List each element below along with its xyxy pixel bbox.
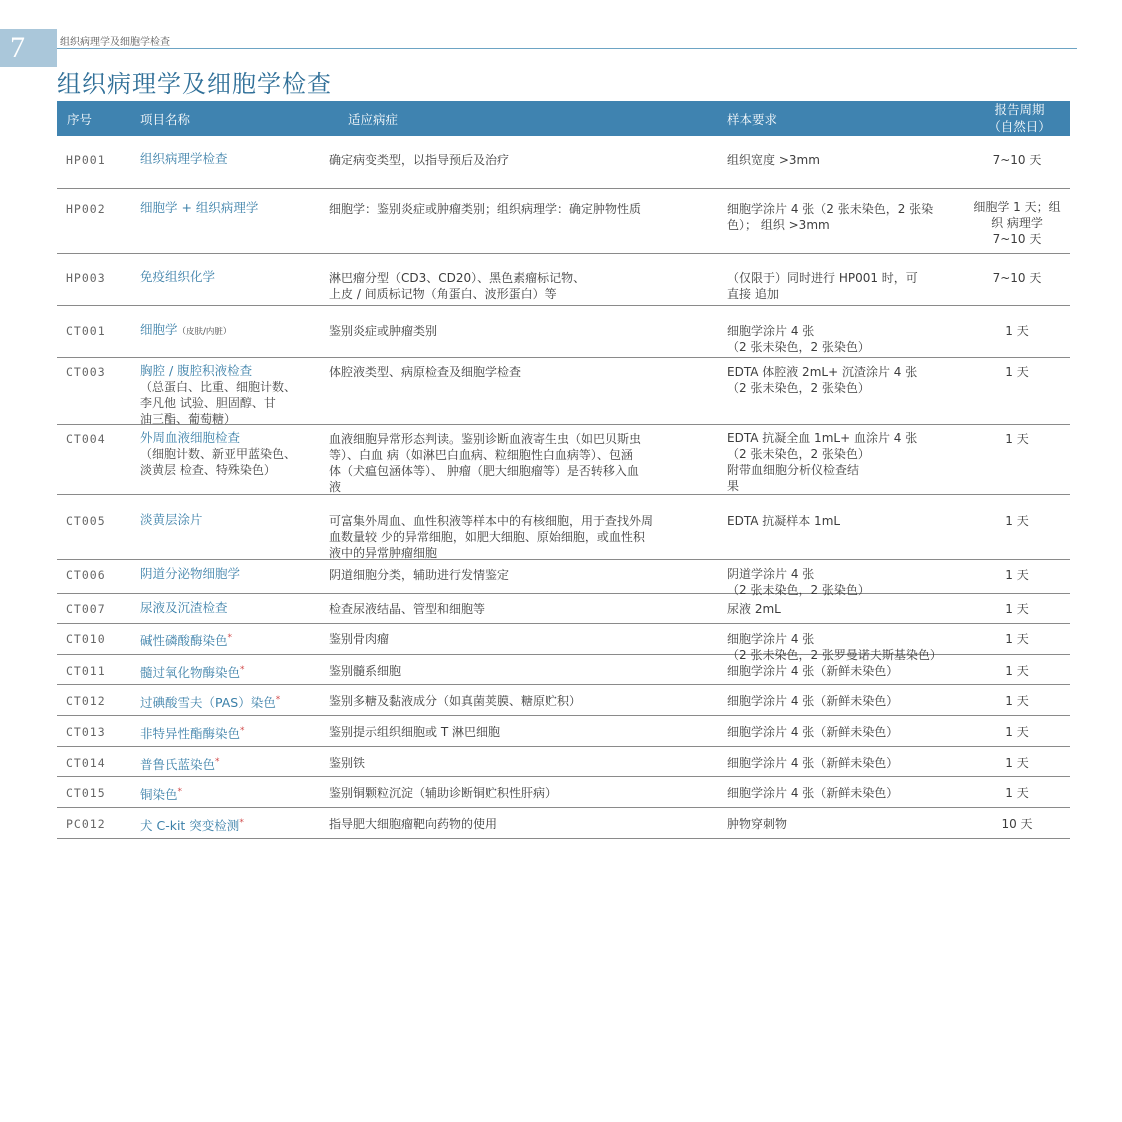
item-name-cell [140,723,325,742]
test-items-table [57,101,1070,839]
item-indication: 鉴别骨肉瘤 [329,632,390,646]
item-report-period: 1 天 [1005,756,1029,770]
column-header-id: 序号 [67,111,93,127]
item-indication: 检查尿液结晶、管型和细胞等 [329,602,486,616]
table-row [57,136,1070,189]
item-report-period: 10 天 [1001,817,1033,831]
note-mark: * [240,665,245,675]
item-indication: 鉴别髓系细胞 [329,664,402,678]
item-name: 过碘酸雪夫（PAS）染色 [140,695,276,710]
item-report-period: 1 天 [1005,514,1029,528]
item-id: HP002 [66,202,106,216]
table-row [57,495,1070,560]
column-header-report-period: 报告周期 （自然日） [988,102,1051,134]
item-name-cell [140,600,325,616]
item-name: 外周血液细胞检查 [140,430,241,445]
item-name-cell [140,363,325,427]
item-indication: 鉴别提示组织细胞或 T 淋巴细胞 [329,725,500,739]
item-id: CT005 [66,514,106,528]
item-report-period: 1 天 [1005,694,1029,708]
item-name-cell [140,692,325,711]
table-row [57,655,1070,685]
item-id: CT010 [66,632,106,646]
item-name: 胸腔 / 腹腔积液检查 [140,363,253,378]
item-report-period: 1 天 [1005,602,1029,616]
item-id: CT014 [66,756,106,770]
item-name-cell [140,269,325,285]
column-header-sample: 样本要求 [727,111,778,127]
item-id: CT012 [66,694,106,708]
item-sample-requirement: 细胞学涂片 4 张（2 张未染色，2 张染 色）； 组织 >3mm [727,202,934,232]
item-id: CT003 [66,365,106,379]
table-row [57,716,1070,747]
item-sample-requirement: 肿物穿刺物 [727,817,788,831]
item-id: CT007 [66,602,106,616]
note-mark: * [227,633,233,643]
item-name-cell [140,754,325,773]
item-sample-requirement: 细胞学涂片 4 张 （2 张未染色，2 张染色） [727,324,870,354]
item-name: 髓过氧化物酶染色 [140,665,241,680]
item-id: HP003 [66,271,106,285]
item-sample-requirement: 细胞学涂片 4 张（新鲜未染色） [727,694,899,708]
item-indication: 血液细胞异常形态判读。鉴别诊断血液寄生虫（如巴贝斯虫 等）、白血 病（如淋巴白血病、粒细胞性白血病等）、包涵 体（犬瘟包涵体等）、 肿瘤（肥大细胞瘤等）是否转移入血 液 [329,432,642,494]
item-name-cell [140,430,325,478]
running-title: 组织病理学及细胞学检查 [60,37,170,48]
item-name-cell [140,200,325,216]
note-mark: * [240,726,245,736]
item-name: 细胞学 + 组织病理学 [140,200,259,215]
item-sample-requirement: 细胞学涂片 4 张（新鲜未染色） [727,725,899,739]
item-report-period: 1 天 [1005,365,1029,379]
column-header-indication: 适应病症 [348,111,399,127]
item-report-period: 7~10 天 [992,153,1042,167]
item-report-period: 1 天 [1005,632,1029,646]
item-indication: 淋巴瘤分型（CD3、CD20）、黑色素瘤标记物、 上皮 / 间质标记物（角蛋白、波形蛋白）等 [329,271,586,301]
table-row [57,777,1070,808]
item-name-cell [140,512,325,528]
table-row [57,358,1070,425]
table-body [57,136,1070,839]
table-row [57,624,1070,662]
item-indication: 指导肥大细胞瘤靶向药物的使用 [329,817,498,831]
item-name-cell [140,662,325,681]
item-id: CT004 [66,432,106,446]
table-row [57,560,1070,597]
item-name-cell [140,630,325,649]
item-report-period: 1 天 [1005,568,1029,582]
item-id: CT001 [66,324,106,338]
item-indication: 鉴别铜颗粒沉淀（辅助诊断铜贮积性肝病） [329,786,558,800]
page-title: 组织病理学及细胞学检查 [57,70,332,98]
item-id: HP001 [66,153,106,167]
item-name-cell [140,322,325,340]
item-sample-requirement: 尿液 2mL [727,602,781,616]
item-name: 组织病理学检查 [140,151,228,166]
table-row [57,747,1070,777]
page-number-badge: 7 [0,29,57,67]
header-divider [57,48,1077,49]
item-report-period: 1 天 [1005,432,1029,446]
item-name: 尿液及沉渣检查 [140,600,228,615]
item-indication: 体腔液类型、病原检查及细胞学检查 [329,365,522,379]
table-row [57,685,1070,716]
item-sample-requirement: EDTA 体腔液 2mL+ 沉渣涂片 4 张 （2 张未染色，2 张染色） [727,365,918,395]
table-row [57,306,1070,358]
item-indication: 可富集外周血、血性积液等样本中的有核细胞，用于查找外周 血数量较 少的异常细胞，如肥大细胞、原始细胞，或血性积 液中的异常肿瘤细胞 [329,514,654,560]
item-report-period: 1 天 [1005,786,1029,800]
item-name: 阴道分泌物细胞学 [140,566,241,581]
item-indication: 确定病变类型，以指导预后及治疗 [329,153,510,167]
item-name-cell [140,151,325,167]
table-row [57,425,1070,495]
item-sample-requirement: 细胞学涂片 4 张（新鲜未染色） [727,664,899,678]
item-report-period: 7~10 天 [992,271,1042,285]
item-name-cell [140,815,325,834]
item-id: CT006 [66,568,106,582]
column-header-name: 项目名称 [140,111,191,127]
item-sample-requirement: 细胞学涂片 4 张 （2 张未染色，2 张罗曼诺夫斯基染色） [727,632,942,662]
item-sample-requirement: 组织宽度 >3mm [727,153,820,167]
item-id: PC012 [66,817,106,831]
note-mark: * [275,695,281,705]
item-indication: 鉴别多糖及黏液成分（如真菌荚膜、糖原贮积） [329,694,582,708]
item-sample-requirement: EDTA 抗凝样本 1mL [727,514,841,528]
item-name: 非特异性酯酶染色 [140,726,241,741]
item-name-cell [140,784,325,803]
item-sample-requirement: 细胞学涂片 4 张（新鲜未染色） [727,756,899,770]
item-indication: 细胞学：鉴别炎症或肿瘤类别；组织病理学：确定肿物性质 [329,202,642,216]
note-mark: * [177,787,183,797]
item-sample-requirement: 细胞学涂片 4 张（新鲜未染色） [727,786,899,800]
item-name: 铜染色 [140,787,178,802]
item-sample-requirement: （仅限于）同时进行 HP001 时，可 直接 追加 [727,271,918,301]
item-report-period: 1 天 [1005,664,1029,678]
item-report-period: 1 天 [1005,324,1029,338]
table-row [57,594,1070,624]
table-row [57,189,1070,254]
item-indication: 阴道细胞分类，辅助进行发情鉴定 [329,568,510,582]
item-name: 免疫组织化学 [140,269,216,284]
item-report-period: 1 天 [1005,725,1029,739]
item-name: 淡黄层涂片 [140,512,203,527]
table-header [57,101,1070,136]
item-indication: 鉴别铁 [329,756,366,770]
item-id: CT013 [66,725,106,739]
table-row [57,808,1070,839]
item-indication: 鉴别炎症或肿瘤类别 [329,324,438,338]
item-name: 碱性磷酸酶染色 [140,633,228,648]
item-name-cell [140,566,325,582]
item-id: CT011 [66,664,106,678]
item-id: CT015 [66,786,106,800]
item-sample-requirement: EDTA 抗凝全血 1mL+ 血涂片 4 张 （2 张未染色，2 张染色） 附带血细胞分析仪检查结 果 [727,431,918,493]
item-name-detail: （细胞计数、新亚甲蓝染色、 淡黄层 检查、特殊染色） [140,447,297,477]
item-report-period: 细胞学 1 天；组 织 病理学 7~10 天 [973,200,1061,246]
item-name-note: （皮肤/内脏） [177,327,232,337]
note-mark: * [239,818,244,828]
note-mark: * [215,757,220,767]
item-name-detail: （总蛋白、比重、细胞计数、 李凡他 试验、胆固醇、甘 油三酯、葡萄糖） [140,380,297,426]
item-sample-requirement: 阴道学涂片 4 张 （2 张未染色，2 张染色） [727,567,870,597]
item-name: 犬 C-kit 突变检测 [140,818,240,833]
item-name: 细胞学 [140,322,178,337]
item-name: 普鲁氏蓝染色 [140,757,216,772]
table-row [57,254,1070,306]
